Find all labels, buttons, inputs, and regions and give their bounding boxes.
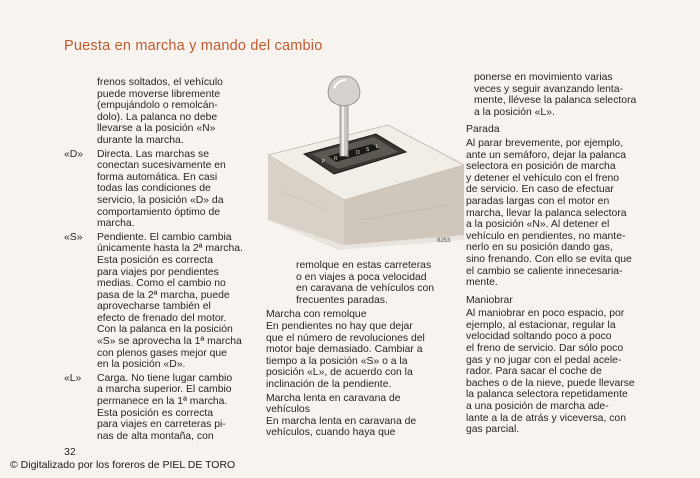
text-line: Al maniobrar en poco espacio, por [466,308,625,320]
text-line: puede moverse libremente [97,88,221,100]
text-line: servicio, la posición «D» da [97,194,224,206]
gear-description [97,149,274,230]
text-line: únicamente hasta la 2ª marcha. [97,243,243,255]
subheading-slow-traffic: Marcha lenta en caravana de [266,392,401,404]
svg-text:R: R [334,156,338,162]
left-column [64,77,274,442]
gear-item-d [64,149,274,230]
text-line: mente. [466,277,498,289]
scan-credit: © Digitalizado por los foreros de PIEL DE TORO [10,459,236,471]
text-line: baches o de la nieve, puede llevarse [466,377,635,389]
text-line: con plenos gases mejor que [97,347,227,359]
text-line: medias. Como el cambio no [97,278,226,290]
text-line: Al parar brevemente, por ejemplo, [466,137,624,149]
text-line: paradas largas con el motor en [466,195,610,207]
text-line: dolo). La palanca no debe [97,111,218,123]
text-line: frenos soltados, el vehículo [97,77,223,88]
gear-term: «S» [64,231,83,243]
gear-lever-drawing [268,70,464,250]
text-line: frecuentes paradas. [296,294,388,306]
gear-item-s [64,232,274,371]
svg-text:L: L [376,144,379,150]
svg-text:S: S [366,147,370,153]
gear-description [97,373,274,443]
text-line: vehículos, cuando haya que [266,427,396,439]
text-line: comportamiento óptimo de [97,206,221,218]
middle-column [266,260,466,439]
text-line: conectan sucesivamente en [97,160,226,172]
text-line: y detener el vehículo con el freno [466,172,620,184]
text-line: gas parcial. [466,424,520,436]
gear-selector-illustration [268,70,464,250]
text-line: «S» se aprovecha la 1ª marcha [97,336,242,348]
text-line: Esta posición es correcta [97,407,214,419]
subheading-maneuver: Maniobrar [466,294,513,306]
page-number: 32 [64,446,76,458]
text-line: el cambio se caliente innecesaria- [466,265,623,277]
text-line: marcha, llevar la palanca selectora [466,207,627,219]
text-line: En marcha lenta en caravana de [266,415,417,427]
text-line: gas y no jugar con el pedal acele- [466,354,622,366]
text-line: nas de alta montaña, con [97,430,214,442]
text-line: el freno de servicio. Dar sólo poco [466,343,624,355]
text-line: durante la marcha. [97,134,184,146]
text-line: Directa. Las marchas se [97,148,210,160]
intro-paragraph [64,77,274,147]
subheading-stop: Parada [466,124,500,136]
section-title: Puesta en marcha y mando del cambio [64,38,323,54]
text-line: aprovecharse también el [97,301,211,313]
text-line: remolque en estas carreteras [296,260,432,271]
text-line: veces y seguir avanzando lenta- [474,83,624,95]
subheading-towing: Marcha con remolque [266,309,367,321]
text-line: lante a la de atrás y viceversa, con [466,412,626,424]
text-line: o en viajes a poca velocidad [296,271,427,283]
svg-text:P: P [322,159,326,165]
text-line: Esta posición es correcta [97,254,214,266]
subheading-slow-traffic-cont: vehículos [266,404,310,416]
text-line: que el número de revoluciones del [266,332,425,344]
text-line: velocidad soltando poco a poco [466,331,612,343]
text-line: ejemplo, al estacionar, regular la [466,319,616,331]
text-line: inclinación de la pendiente. [266,378,392,390]
text-line: para viajes en carreteras pi- [97,419,226,431]
text-line: permanece en la 1ª marcha. [97,396,228,408]
text-line: (empujándolo o remolcán- [97,100,218,112]
text-line: posición «L», de acuerdo con la [266,367,413,379]
text-line: tiempo a la posición «S» o a la [266,355,408,367]
text-line: ante un semáforo, dejar la palanca [466,149,627,161]
gear-description [97,232,274,371]
gear-term: «L» [64,372,82,384]
text-line: marcha. [97,218,135,230]
continued-text [266,260,466,306]
text-line: en la posición «D». [97,359,186,371]
text-line: efecto de frenado del motor. [97,312,227,324]
text-line: llevarse a la posición «N» [97,123,216,135]
gear-term: «D» [64,148,84,160]
text-line: de servicio. En caso de efectuar [466,184,614,196]
text-line: Con la palanca en la posición [97,324,233,336]
text-line: todas las condiciones de [97,183,211,195]
text-line: En pendientes no hay que dejar [266,320,413,332]
gear-item-l [64,373,274,443]
text-line: a marcha superior. El cambio [97,384,232,396]
text-line: la palanca selectora repetidamente [466,389,628,401]
text-line: a la posición «L». [474,106,555,118]
svg-text:D: D [356,150,360,156]
continued-text [466,72,652,118]
text-line: vehículo en pendientes, no mante- [466,230,626,242]
text-line: para viajes por pendientes [97,266,219,278]
figure-number: 8253 [437,238,451,244]
text-line: Carga. No tiene lugar cambio [97,372,233,384]
text-line: mente, llévese la palanca selectora [474,95,637,107]
text-line: nerlo en su posición dando gas, [466,242,613,254]
text-line: pasa de la 2ª marcha, puede [97,289,230,301]
text-line: selectora en posición de marcha [466,161,616,173]
right-column [466,72,652,436]
text-line: Pendiente. El cambio cambia [97,231,232,243]
text-line: a una posición de marcha ade- [466,401,609,413]
text-line: a la posición «N». Al detener el [466,219,610,231]
text-line: ponerse en movimiento varias [474,72,613,83]
text-line: rador. Para sacar el coche de [466,366,602,378]
text-line: motor baje demasiado. Cambiar a [266,344,423,356]
text-line: en caravana de vehículos con [296,283,435,295]
text-line: forma automática. En casi [97,171,218,183]
text-line: sino frenando. Con ello se evita que [466,253,632,265]
